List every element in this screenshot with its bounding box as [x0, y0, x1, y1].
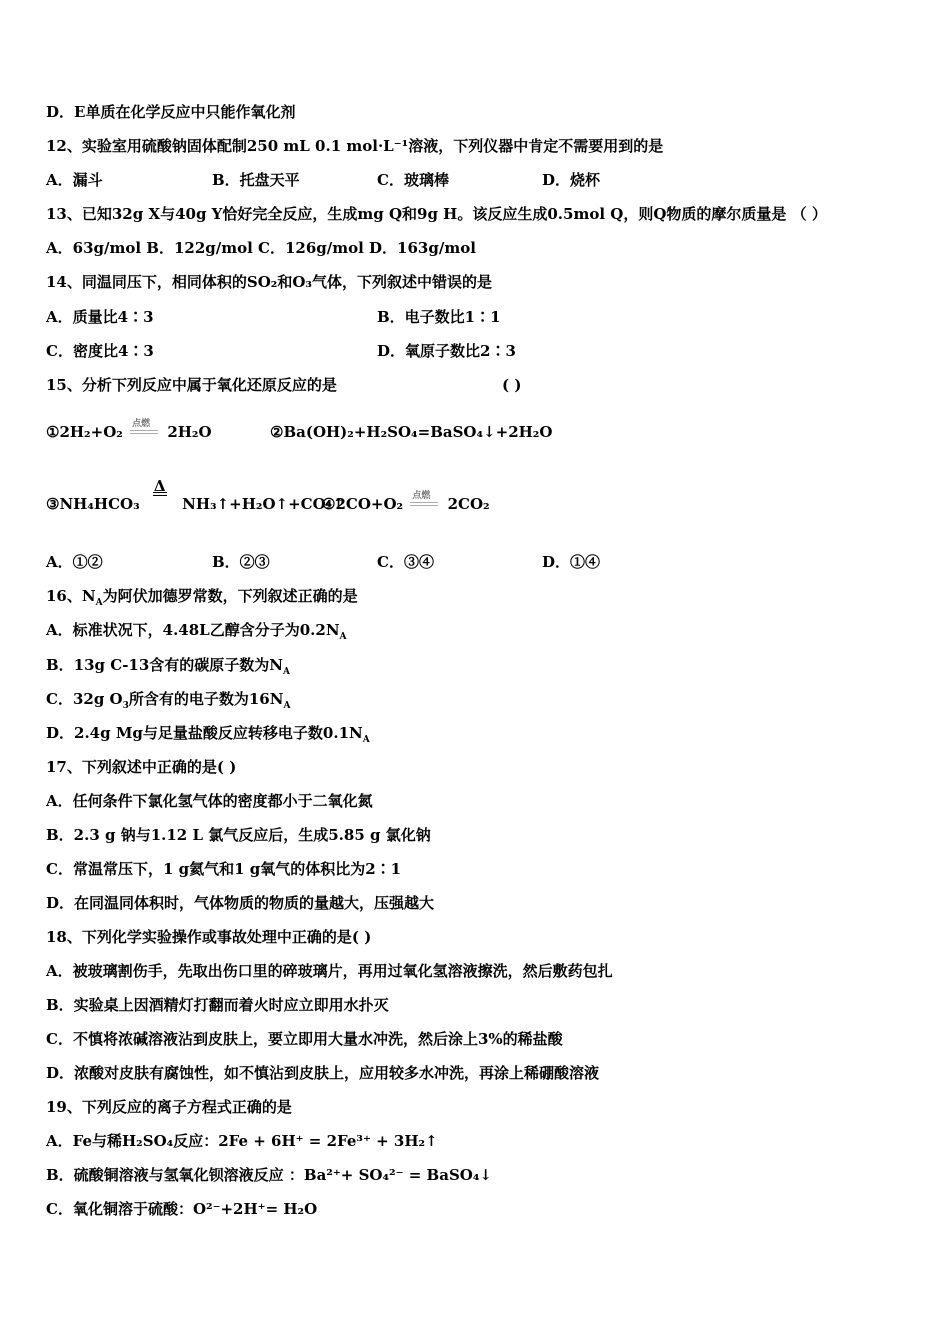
question-19-option-c: C．氧化铜溶于硫酸：O²⁻+2H⁺= H₂O: [46, 1200, 318, 1218]
question-18-stem: 18、下列化学实验操作或事故处理中正确的是( ): [46, 928, 372, 946]
question-16-option-a: A．标准状况下，4.48L乙醇含分子为$0.2N_A$: [46, 621, 347, 642]
reaction-1-right: 2H₂O: [167, 423, 212, 441]
question-15-option-a: A．①②: [46, 553, 103, 571]
question-12-option-b: B．托盘天平: [212, 171, 300, 189]
question-15-option-d: D．①④: [542, 553, 601, 571]
condition-label: Δ: [153, 477, 166, 495]
question-17-option-c: C．常温常压下，1 g氦气和1 g氧气的体积比为2∶1: [46, 860, 402, 878]
question-14-option-d: D．氧原子数比2∶3: [377, 342, 516, 360]
question-16-option-c: C．32g $O_3$所含有的电子数为$16N_A$: [46, 690, 291, 711]
question-14-option-b: B．电子数比1∶1: [377, 308, 501, 326]
question-15-stem: 15、分析下列反应中属于氧化还原反应的是: [46, 376, 337, 394]
condition-label: 点燃: [412, 491, 431, 501]
question-17-stem: 17、下列叙述中正确的是( ): [46, 758, 237, 776]
question-12-option-c: C．玻璃棒: [377, 171, 449, 189]
reaction-1-left: ①2H₂+O₂: [46, 423, 123, 441]
question-17-option-b: B．2.3 g 钠与1.12 L 氯气反应后，生成5.85 g 氯化钠: [46, 826, 431, 844]
question-13-options: A．63g/mol B．122g/mol C．126g/mol D．163g/mol: [46, 239, 476, 257]
question-16-stem: 16、$N_A$为阿伏加德罗常数，下列叙述正确的是: [46, 587, 358, 608]
question-15-option-b: B．②③: [212, 553, 270, 571]
reaction-4-right: 2CO₂: [447, 495, 490, 513]
question-18-option-a: A．被玻璃割伤手，先取出伤口里的碎玻璃片，再用过氧化氢溶液擦洗，然后敷药包扎: [46, 962, 613, 980]
question-14-option-c: C．密度比4∶3: [46, 342, 154, 360]
reaction-3: [46, 477, 345, 514]
question-14-option-a: A．质量比4∶3: [46, 308, 154, 326]
question-17-option-d: D．在同温同体积时，气体物质的物质的量越大，压强越大: [46, 894, 435, 912]
reaction-3-right: NH₃↑+H₂O↑+CO₂↑: [182, 495, 345, 513]
question-13-stem: 13、已知32g X与40g Y恰好完全反应，生成mg Q和9g H。该反应生成0.5mol Q，则Q物质的摩尔质量是 （ ）: [46, 205, 827, 223]
question-15-answer-paren: ( ): [502, 376, 522, 394]
question-17-option-a: A．任何条件下氯化氢气体的密度都小于二氧化氮: [46, 792, 373, 810]
question-19-option-b: B．硫酸铜溶液与氢氧化钡溶液反应 ：Ba²⁺+ SO₄²⁻ = BaSO₄↓: [46, 1166, 492, 1184]
question-15-option-c: C．③④: [377, 553, 434, 571]
question-14-stem: 14、同温同压下，相同体积的SO₂和O₃气体，下列叙述中错误的是: [46, 273, 492, 291]
reaction-3-left: ③NH₄HCO₃: [46, 495, 140, 513]
question-19-option-a: A．Fe与稀H₂SO₄反应：2Fe + 6H⁺ = 2Fe³⁺ + 3H₂↑: [46, 1132, 438, 1150]
heat-condition: [151, 477, 171, 512]
question-16-option-d: D．2.4g Mg与足量盐酸反应转移电子数$0.1N_A$: [46, 724, 370, 745]
reaction-2: ②Ba(OH)₂+H₂SO₄=BaSO₄↓+2H₂O: [270, 423, 553, 441]
reaction-4-left: ④2CO+O₂: [322, 495, 404, 513]
ignite-condition: [410, 491, 440, 512]
question-12-stem: 12、实验室用硫酸钠固体配制250 mL 0.1 mol·L⁻¹溶液，下列仪器中肯定不需要用到的是: [46, 137, 664, 155]
reaction-1: [46, 419, 212, 442]
ignite-condition: [130, 419, 160, 440]
condition-label: 点燃: [132, 419, 151, 429]
question-11-option-d: D．E单质在化学反应中只能作氧化剂: [46, 103, 296, 121]
question-19-stem: 19、下列反应的离子方程式正确的是: [46, 1098, 292, 1116]
question-16-option-b: B．13g C-13含有的碳原子数为$N_A$: [46, 656, 290, 677]
question-12-option-d: D．烧杯: [542, 171, 601, 189]
question-18-option-b: B．实验桌上因酒精灯打翻而着火时应立即用水扑灭: [46, 996, 389, 1014]
reaction-4: [322, 491, 490, 514]
question-12-option-a: A．漏斗: [46, 171, 103, 189]
question-18-option-d: D．浓酸对皮肤有腐蚀性，如不慎沾到皮肤上，应用较多水冲洗，再涂上稀硼酸溶液: [46, 1064, 600, 1082]
question-18-option-c: C．不慎将浓碱溶液沾到皮肤上，要立即用大量水冲洗，然后涂上3%的稀盐酸: [46, 1030, 563, 1048]
